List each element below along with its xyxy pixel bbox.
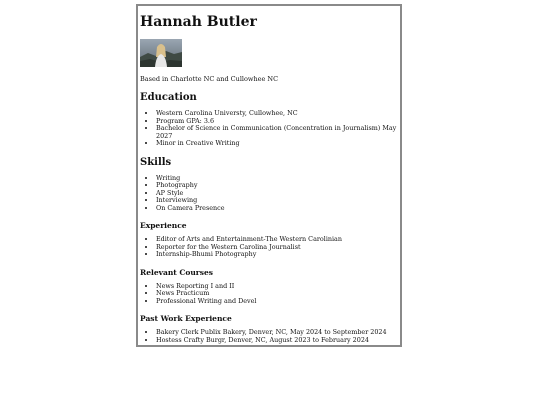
list-item: • Bachelor of Science in Communication (Concentration in Journalism) May 2027 (156, 125, 398, 140)
list-item: • Bakery Clerk Publix Bakery, Denver, NC, May 2024 to September 2024 (156, 329, 398, 337)
list-item: • Photography (156, 182, 398, 190)
list-item: • Professional Writing and Devel (156, 298, 398, 306)
list-item: • Western Carolina Universty, Cullowhee, NC (156, 110, 398, 118)
skills-heading: Skills (140, 156, 172, 168)
education-heading: Education (140, 92, 197, 103)
experience-list (140, 236, 398, 259)
location-text: Based in Charlotte NC and Cullowhee NC (140, 75, 279, 83)
list-item: • Hostess Crafty Burgr, Denver, NC, August 2023 to February 2024 (156, 337, 398, 345)
list-item: • Internship-Bhumi Photography (156, 251, 398, 259)
courses-heading: Relevant Courses (140, 267, 213, 277)
list-item: • Minor in Creative Writing (156, 140, 398, 148)
list-item: • AP Style (156, 190, 398, 198)
courses-list (140, 283, 398, 306)
list-item: • Program GPA: 3.6 (156, 118, 398, 126)
skills-list (140, 175, 398, 213)
past-work-list (140, 329, 398, 344)
education-list (140, 110, 398, 148)
list-item: • Interviewing (156, 197, 398, 205)
list-item: • Writing (156, 175, 398, 183)
list-item: • News Practicum (156, 290, 398, 298)
name-heading: Hannah Butler (140, 14, 257, 30)
experience-heading: Experience (140, 221, 187, 230)
resume-card (136, 4, 402, 347)
list-item: • News Reporting I and II (156, 283, 398, 291)
list-item: • Editor of Arts and Entertainment-The Western Carolinian (156, 236, 398, 244)
list-item: • Reporter for the Western Carolina Journalist (156, 244, 398, 252)
past-work-heading: Past Work Experience (140, 314, 232, 323)
list-item: • On Camera Presence (156, 205, 398, 213)
profile-photo (140, 39, 182, 67)
